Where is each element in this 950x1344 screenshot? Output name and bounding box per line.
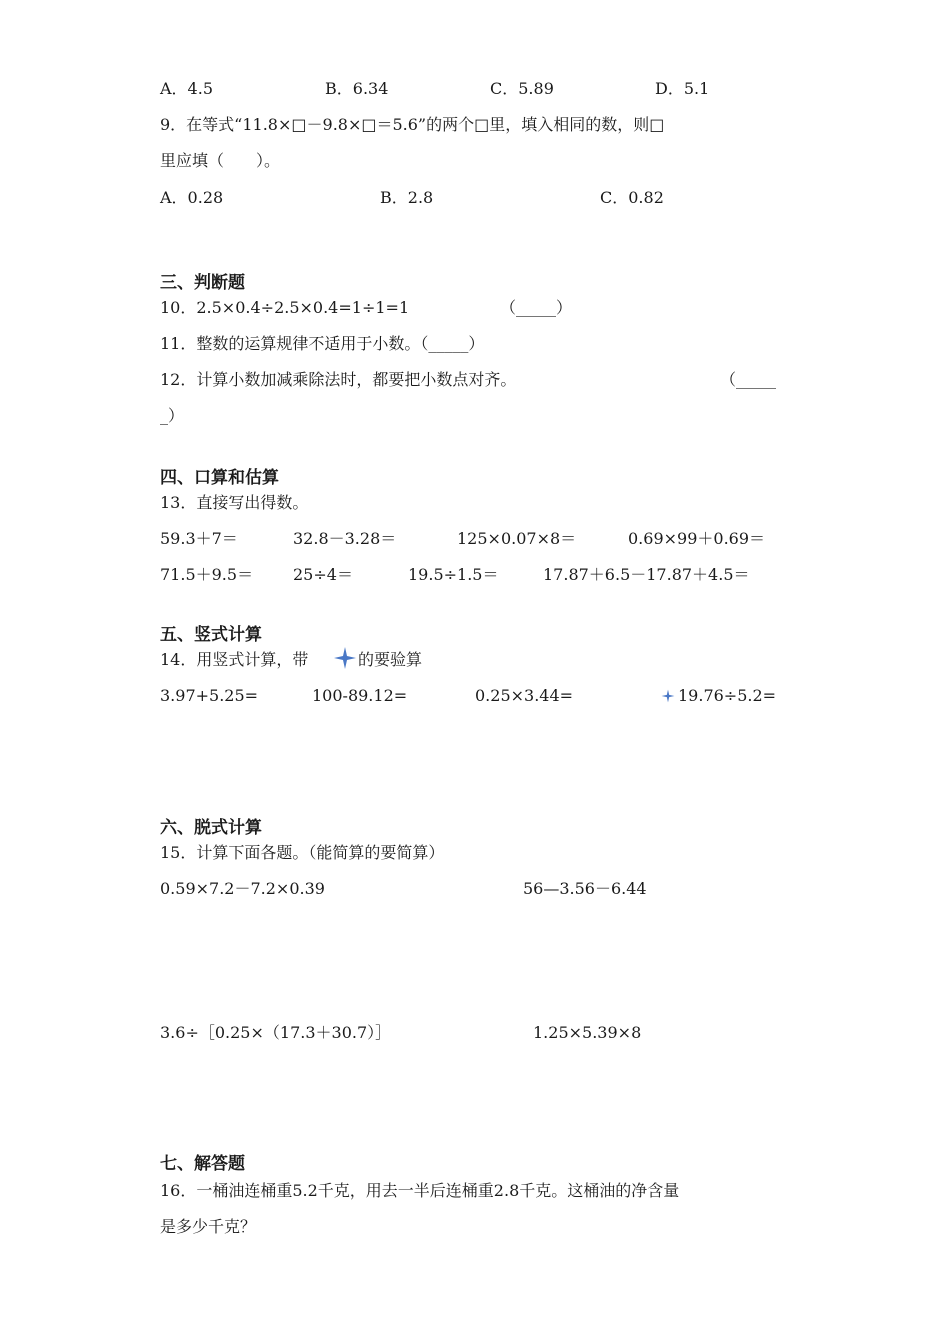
step-calc-item: 0.59×7.2－7.2×0.39 [160,879,325,898]
q8-option-b: B．6.34 [325,79,389,98]
step-calc-item: 1.25×5.39×8 [533,1023,642,1042]
q9-option-b: B．2.8 [380,188,434,207]
mental-calc-item: 71.5＋9.5＝ [160,565,254,584]
q15-text: 15．计算下面各题。（能简算的要简算） [160,843,445,862]
section-3-title: 三、判断题 [160,273,245,293]
vertical-calc-item: 0.25×3.44= [475,686,574,705]
q9-text-line2: 里应填（ ）。 [160,151,281,170]
section-7-title: 七、解答题 [160,1154,245,1174]
q12-text: 12．计算小数加减乘除法时，都要把小数点对齐。 [160,370,517,389]
q12-answer-blank-end: _） [160,406,185,425]
section-5-title: 五、竖式计算 [160,625,262,645]
mental-calc-item: 59.3＋7＝ [160,529,238,548]
section-6-title: 六、脱式计算 [160,818,262,838]
mental-calc-item: 17.87＋6.5－17.87＋4.5＝ [543,565,750,584]
q8-option-d: D．5.1 [655,79,710,98]
mental-calc-item: 19.5÷1.5＝ [408,565,499,584]
vertical-calc-item: 3.97+5.25= [160,686,259,705]
q12-answer-blank: （_____ [720,370,777,389]
step-calc-item: 3.6÷［0.25×（17.3＋30.7）］ [160,1023,392,1042]
q10-answer-blank: （_____） [500,298,573,317]
vertical-calc-item: 100-89.12= [312,686,408,705]
q9-option-a: A．0.28 [160,188,224,207]
section-4-title: 四、口算和估算 [160,468,279,488]
q16-text-line1: 16．一桶油连桶重5.2千克，用去一半后连桶重2.8千克。这桶油的净含量 [160,1181,680,1200]
star-icon [333,646,357,670]
mental-calc-item: 32.8－3.28＝ [293,529,397,548]
step-calc-item: 56—3.56－6.44 [523,879,647,898]
q16-text-line2: 是多少千克？ [160,1217,257,1236]
mental-calc-item: 25÷4＝ [293,565,353,584]
q14-text-suffix: 的要验算 [358,650,423,669]
q8-option-a: A．4.5 [160,79,214,98]
q10-text: 10．2.5×0.4÷2.5×0.4=1÷1=1 [160,298,410,317]
q9-option-c: C．0.82 [600,188,664,207]
star-icon [661,689,675,703]
q9-text-line1: 9．在等式“11.8×□－9.8×□＝5.6”的两个□里，填入相同的数，则□ [160,115,665,134]
q8-option-c: C．5.89 [490,79,554,98]
mental-calc-item: 0.69×99＋0.69＝ [628,529,766,548]
q11-text: 11．整数的运算规律不适用于小数。（_____） [160,334,485,353]
vertical-calc-item: 19.76÷5.2= [678,686,777,705]
q14-text-prefix: 14．用竖式计算，带 [160,650,309,669]
mental-calc-item: 125×0.07×8＝ [457,529,577,548]
q13-text: 13．直接写出得数。 [160,493,309,512]
